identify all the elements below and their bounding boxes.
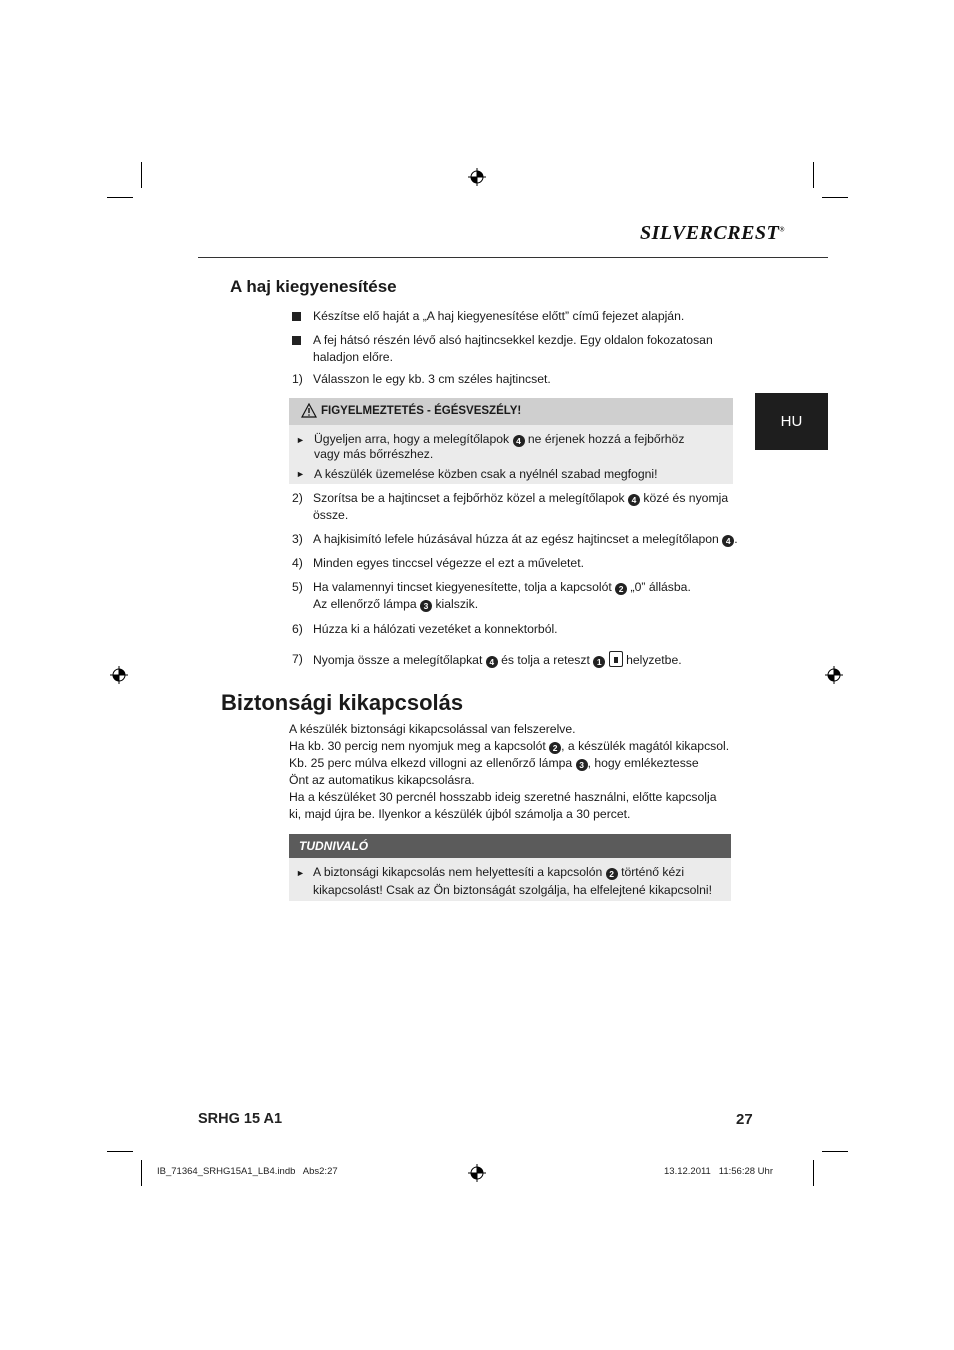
crop-mark bbox=[822, 1151, 848, 1152]
step-item bbox=[292, 371, 732, 388]
brand-name: SILVERCREST bbox=[640, 222, 780, 244]
lock-icon bbox=[609, 651, 623, 667]
registration-mark-icon bbox=[468, 1164, 486, 1182]
crop-mark bbox=[107, 197, 133, 198]
registration-mark-icon bbox=[825, 666, 843, 684]
step-text: Minden egyes tinccsel végezze el ezt a műveletet. bbox=[313, 556, 584, 570]
brand-logo bbox=[640, 222, 785, 245]
step-text bbox=[313, 579, 732, 613]
list-item-text: Készítse elő haját a „A haj kiegyenesítése előtt” című fejezet alapján. bbox=[313, 309, 685, 323]
step-item bbox=[292, 531, 742, 548]
step-text-part: közé és nyomja bbox=[643, 491, 729, 505]
paragraph-text: Kb. 25 perc múlva elkezd villogni az ellenőrző lámpa bbox=[289, 756, 573, 770]
step-text-part: Ha valamennyi tincset kiegyenesítette, tolja a kapcsolót bbox=[313, 580, 612, 594]
paragraph-text: , hogy emlékeztesse bbox=[587, 756, 699, 770]
arrow-bullet-icon: ► bbox=[296, 868, 305, 878]
step-item bbox=[292, 621, 732, 638]
paragraph-line: A készülék biztonsági kikapcsolással van felszerelve. bbox=[289, 722, 576, 736]
language-tab: HU bbox=[755, 393, 828, 450]
warning-header bbox=[289, 398, 733, 425]
warning-item bbox=[296, 432, 726, 461]
step-text: Húzza ki a hálózati vezetéket a konnektorból. bbox=[313, 622, 558, 636]
part-number-badge: 4 bbox=[722, 535, 734, 547]
part-number-badge: 4 bbox=[628, 494, 640, 506]
warning-title: FIGYELMEZTETÉS - ÉGÉSVESZÉLY! bbox=[321, 405, 522, 417]
step-number: 7) bbox=[292, 652, 303, 666]
part-number-badge: 3 bbox=[576, 759, 588, 771]
warning-item-text: ne érjenek hozzá a fejbőrhöz bbox=[527, 432, 685, 446]
step-number: 3) bbox=[292, 532, 303, 546]
part-number-badge: 2 bbox=[615, 583, 627, 595]
part-number-badge: 4 bbox=[513, 435, 525, 447]
paragraph-line: Önt az automatikus kikapcsolásra. bbox=[289, 773, 475, 787]
arrow-bullet-icon: ► bbox=[296, 469, 305, 479]
print-date: 13.12.2011 11:56:28 Uhr bbox=[664, 1166, 773, 1177]
page-number: 27 bbox=[736, 1111, 753, 1128]
step-text bbox=[313, 490, 732, 524]
paragraph-line bbox=[289, 755, 739, 772]
list-item bbox=[292, 332, 732, 366]
warning-item-text: A készülék üzemelése közben csak a nyélnél szabad megfogni! bbox=[314, 467, 658, 481]
note-text: kikapcsolást! Csak az Ön biztonságát szolgálja, ha elfelejtené kikapcsolni! bbox=[313, 883, 713, 897]
warning-box bbox=[289, 398, 733, 484]
crop-mark bbox=[822, 197, 848, 198]
note-header bbox=[289, 834, 731, 858]
step-item bbox=[292, 490, 732, 524]
part-number-badge: 2 bbox=[549, 742, 561, 754]
note-title: TUDNIVALÓ bbox=[299, 839, 369, 853]
section-title: A haj kiegyenesítése bbox=[230, 277, 397, 296]
paragraph-line: ki, majd újra be. Ilyenkor a készülék újból számolja a 30 percet. bbox=[289, 807, 631, 821]
crop-mark bbox=[141, 1160, 142, 1186]
step-number: 6) bbox=[292, 622, 303, 636]
section-body bbox=[289, 721, 739, 823]
note-text: történő kézi bbox=[621, 865, 685, 879]
note-text: A biztonsági kikapcsolás nem helyettesíti a kapcsolón bbox=[313, 865, 603, 879]
step-item bbox=[292, 579, 732, 613]
warning-item bbox=[296, 466, 726, 483]
paragraph-line bbox=[289, 738, 739, 755]
list-item bbox=[292, 308, 732, 325]
step-text bbox=[313, 531, 742, 548]
step-text-part: Az ellenőrző lámpa bbox=[313, 597, 417, 611]
header-rule bbox=[198, 257, 828, 258]
step-number: 4) bbox=[292, 556, 303, 570]
model-number: SRHG 15 A1 bbox=[198, 1111, 283, 1127]
crop-mark bbox=[813, 162, 814, 188]
step-text-part: kialszik. bbox=[435, 597, 479, 611]
registration-mark-icon bbox=[468, 168, 486, 186]
step-number: 5) bbox=[292, 580, 303, 594]
registration-mark-icon bbox=[110, 666, 128, 684]
step-text-part: helyzetbe. bbox=[626, 653, 682, 667]
step-text-part: „0” állásba. bbox=[630, 580, 691, 594]
crop-mark bbox=[107, 1151, 133, 1152]
step-text-part: és tolja a reteszt bbox=[501, 653, 590, 667]
note-box bbox=[289, 834, 731, 901]
step-text-part: . bbox=[734, 532, 738, 546]
warning-triangle-icon bbox=[301, 403, 317, 418]
step-item bbox=[292, 555, 732, 572]
paragraph-text: Ha kb. 30 percig nem nyomjuk meg a kapcsolót bbox=[289, 739, 546, 753]
step-text-part: A hajkisimító lefele húzásával húzza át az egész hajtincset a melegítőlapon bbox=[313, 532, 719, 546]
crop-mark bbox=[813, 1160, 814, 1186]
note-item bbox=[296, 863, 728, 899]
square-bullet-icon bbox=[292, 312, 301, 321]
step-text-part: össze. bbox=[313, 508, 349, 522]
arrow-bullet-icon: ► bbox=[296, 435, 305, 445]
step-text bbox=[313, 651, 732, 669]
file-info: IB_71364_SRHG15A1_LB4.indb Abs2:27 bbox=[157, 1166, 338, 1177]
warning-item-text: Ügyeljen arra, hogy a melegítőlapok bbox=[314, 432, 510, 446]
step-number: 1) bbox=[292, 372, 303, 386]
step-text-part: Szorítsa be a hajtincset a fejbőrhöz közel a melegítőlapok bbox=[313, 491, 625, 505]
square-bullet-icon bbox=[292, 336, 301, 345]
part-number-badge: 3 bbox=[420, 600, 432, 612]
part-number-badge: 2 bbox=[606, 868, 618, 880]
part-number-badge: 4 bbox=[486, 656, 498, 668]
brand-registered-mark: ® bbox=[779, 225, 785, 234]
step-item bbox=[292, 651, 732, 669]
part-number-badge: 1 bbox=[593, 656, 605, 668]
paragraph-text: , a készülék magától kikapcsol. bbox=[561, 739, 730, 753]
step-number: 2) bbox=[292, 491, 303, 505]
paragraph-line: Ha a készüléket 30 percnél hosszabb ideig szeretné használni, előtte kapcsolja bbox=[289, 790, 717, 804]
step-text-part: Nyomja össze a melegítőlapkat bbox=[313, 653, 483, 667]
list-item-text: A fej hátsó részén lévő alsó hajtincsekkel kezdje. Egy oldalon fokozatosan haladjon előre. bbox=[313, 333, 713, 364]
step-text: Válasszon le egy kb. 3 cm széles hajtincset. bbox=[313, 372, 551, 386]
warning-item-text: vagy más bőrrészhez. bbox=[314, 447, 434, 461]
crop-mark bbox=[141, 162, 142, 188]
section-title: Biztonsági kikapcsolás bbox=[221, 690, 464, 715]
